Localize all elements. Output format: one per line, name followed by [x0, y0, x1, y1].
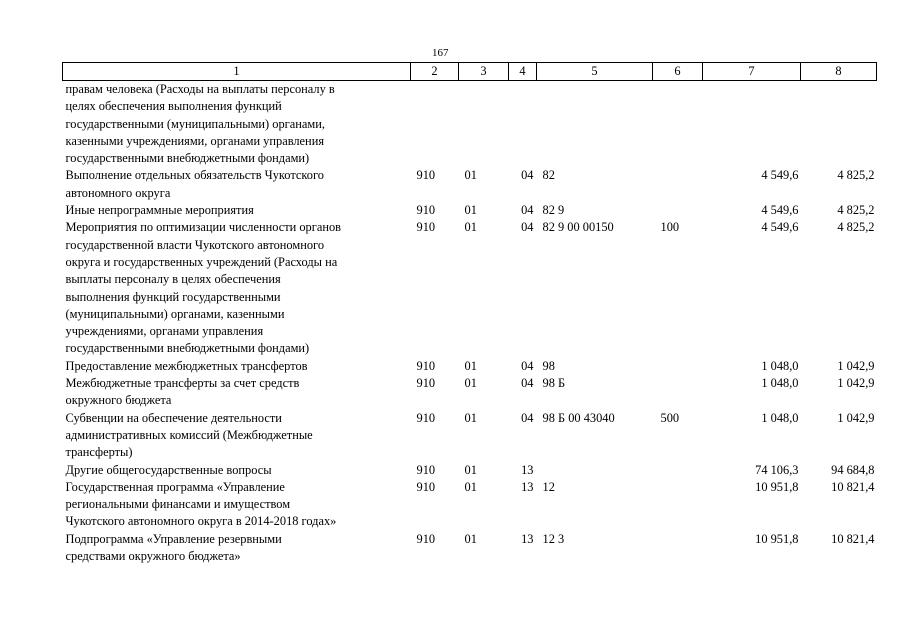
item-name-line: (муниципальными) органами, казенными: [65, 306, 285, 321]
table-row: [63, 358, 877, 375]
section-code: 01: [464, 462, 477, 477]
expense-type-code: [653, 531, 703, 566]
department-code: 910: [416, 358, 436, 373]
expense-type-code: 500: [660, 410, 680, 425]
table-row: [63, 462, 877, 479]
section-code: 01: [464, 168, 477, 183]
amount-year-1: 4 549,6: [761, 220, 799, 235]
header-col-6: 6: [653, 63, 703, 81]
target-article-code: 82 9: [542, 203, 565, 218]
amount-year-1: 10 951,8: [755, 531, 799, 546]
table-row: [63, 219, 877, 357]
item-name-line: Предоставление межбюджетных трансфертов: [65, 358, 308, 373]
item-name: [63, 219, 411, 357]
item-name: [63, 531, 411, 566]
item-name-line: государственными внебюджетными фондами): [65, 151, 310, 166]
item-name-line: правам человека (Расходы на выплаты персоналу в: [65, 82, 335, 96]
page-number: 167: [432, 47, 449, 59]
amount-year-2: 10 821,4: [831, 479, 875, 494]
amount-year-2: 1 042,9: [837, 410, 875, 425]
amount-year-1: 1 048,0: [761, 376, 799, 391]
section-code: 01: [464, 358, 477, 373]
section-code: 01: [464, 479, 477, 494]
subsection-code: 13: [521, 462, 534, 477]
item-name: [63, 410, 411, 462]
expense-type-code: [653, 462, 703, 479]
header-col-3: 3: [459, 63, 509, 81]
item-name-line: административных комиссий (Межбюджетные: [65, 427, 313, 442]
expense-type-code: 100: [660, 220, 680, 235]
table-header-row: [63, 63, 877, 81]
amount-year-2: 4 825,2: [837, 168, 875, 183]
amount-year-2: 94 684,8: [831, 462, 875, 477]
item-name-line: трансферты): [65, 445, 133, 460]
department-code: 910: [416, 479, 436, 494]
item-name: [63, 81, 411, 168]
item-name-line: региональными финансами и имуществом: [65, 497, 291, 512]
item-name-line: средствами окружного бюджета»: [65, 549, 241, 564]
department-code: 910: [416, 531, 436, 546]
item-name: [63, 202, 411, 219]
table-row: [63, 479, 877, 531]
expense-type-code: [653, 167, 703, 202]
amount-year-2: 1 042,9: [837, 376, 875, 391]
item-name: [63, 462, 411, 479]
section-code: 01: [464, 410, 477, 425]
header-col-2: 2: [411, 63, 459, 81]
item-name: [63, 358, 411, 375]
item-name-line: целях обеспечения выполнения функций: [65, 99, 282, 114]
table-row: [63, 375, 877, 410]
amount-year-1: 4 549,6: [761, 203, 799, 218]
expense-type-code: [653, 375, 703, 410]
item-name-line: автономного округа: [65, 185, 171, 200]
table-row: [63, 531, 877, 566]
target-article-code: [537, 462, 653, 479]
header-col-4: 4: [509, 63, 537, 81]
table-row: [63, 81, 877, 168]
item-name-line: Субвенции на обеспечение деятельности: [65, 410, 282, 425]
subsection-code: 04: [521, 203, 534, 218]
table-body: [63, 81, 877, 566]
expense-type-code: [653, 358, 703, 375]
header-col-7: 7: [703, 63, 801, 81]
amount-year-2: 1 042,9: [837, 358, 875, 373]
target-article-code: 98 Б 00 43040: [542, 410, 615, 425]
department-code: 910: [416, 203, 436, 218]
section-code: 01: [464, 531, 477, 546]
department-code: 910: [416, 376, 436, 391]
item-name-line: округа и государственных учреждений (Расходы на: [65, 254, 338, 269]
item-name-line: учреждениями, органами управления: [65, 324, 264, 339]
amount-year-1: 1 048,0: [761, 410, 799, 425]
item-name-line: государственными (муниципальными) органами,: [65, 116, 325, 131]
target-article-code: 12: [542, 479, 555, 494]
section-code: 01: [464, 203, 477, 218]
item-name-line: Государственная программа «Управление: [65, 479, 285, 494]
subsection-code: [509, 81, 537, 168]
subsection-code: 04: [521, 220, 534, 235]
item-name: [63, 479, 411, 531]
amount-year-2: 4 825,2: [837, 220, 875, 235]
section-code: [459, 81, 509, 168]
expense-type-code: [653, 479, 703, 531]
item-name-line: государственными внебюджетными фондами): [65, 341, 310, 356]
item-name-line: выплаты персоналу в целях обеспечения: [65, 272, 281, 287]
expense-type-code: [653, 202, 703, 219]
item-name-line: государственной власти Чукотского автономного: [65, 237, 325, 252]
department-code: [411, 81, 459, 168]
item-name-line: окружного бюджета: [65, 393, 172, 408]
subsection-code: 04: [521, 376, 534, 391]
item-name-line: Чукотского автономного округа в 2014-2018 годах»: [65, 514, 337, 529]
amount-year-2: 10 821,4: [831, 531, 875, 546]
target-article-code: 98 Б: [542, 376, 566, 391]
item-name: [63, 375, 411, 410]
table-row: [63, 167, 877, 202]
amount-year-2: [801, 81, 877, 168]
item-name-line: Другие общегосударственные вопросы: [65, 462, 272, 477]
header-col-1: 1: [63, 63, 411, 81]
target-article-code: 82: [542, 168, 555, 183]
header-col-8: 8: [801, 63, 877, 81]
department-code: 910: [416, 220, 436, 235]
amount-year-1: 1 048,0: [761, 358, 799, 373]
item-name-line: Мероприятия по оптимизации численности органов: [65, 220, 341, 235]
item-name-line: Подпрограмма «Управление резервными: [65, 531, 282, 546]
amount-year-2: 4 825,2: [837, 203, 875, 218]
section-code: 01: [464, 376, 477, 391]
header-col-5: 5: [537, 63, 653, 81]
subsection-code: 04: [521, 168, 534, 183]
item-name-line: выполнения функций государственными: [65, 289, 281, 304]
table-row: [63, 202, 877, 219]
table-row: [63, 410, 877, 462]
amount-year-1: 74 106,3: [755, 462, 799, 477]
item-name-line: казенными учреждениями, органами управления: [65, 133, 325, 148]
subsection-code: 04: [521, 358, 534, 373]
subsection-code: 13: [521, 479, 534, 494]
target-article-code: 12 3: [542, 531, 565, 546]
expense-type-code: [653, 81, 703, 168]
department-code: 910: [416, 168, 436, 183]
item-name-line: Межбюджетные трансферты за счет средств: [65, 376, 300, 391]
department-code: 910: [416, 462, 436, 477]
target-article-code: 98: [542, 358, 555, 373]
department-code: 910: [416, 410, 436, 425]
subsection-code: 13: [521, 531, 534, 546]
subsection-code: 04: [521, 410, 534, 425]
item-name-line: Выполнение отдельных обязательств Чукотского: [65, 168, 324, 183]
amount-year-1: [703, 81, 801, 168]
target-article-code: 82 9 00 00150: [542, 220, 614, 235]
item-name: [63, 167, 411, 202]
section-code: 01: [464, 220, 477, 235]
item-name-line: Иные непрограммные мероприятия: [65, 203, 254, 218]
amount-year-1: 4 549,6: [761, 168, 799, 183]
budget-table: [62, 62, 877, 565]
amount-year-1: 10 951,8: [755, 479, 799, 494]
target-article-code: [537, 81, 653, 168]
